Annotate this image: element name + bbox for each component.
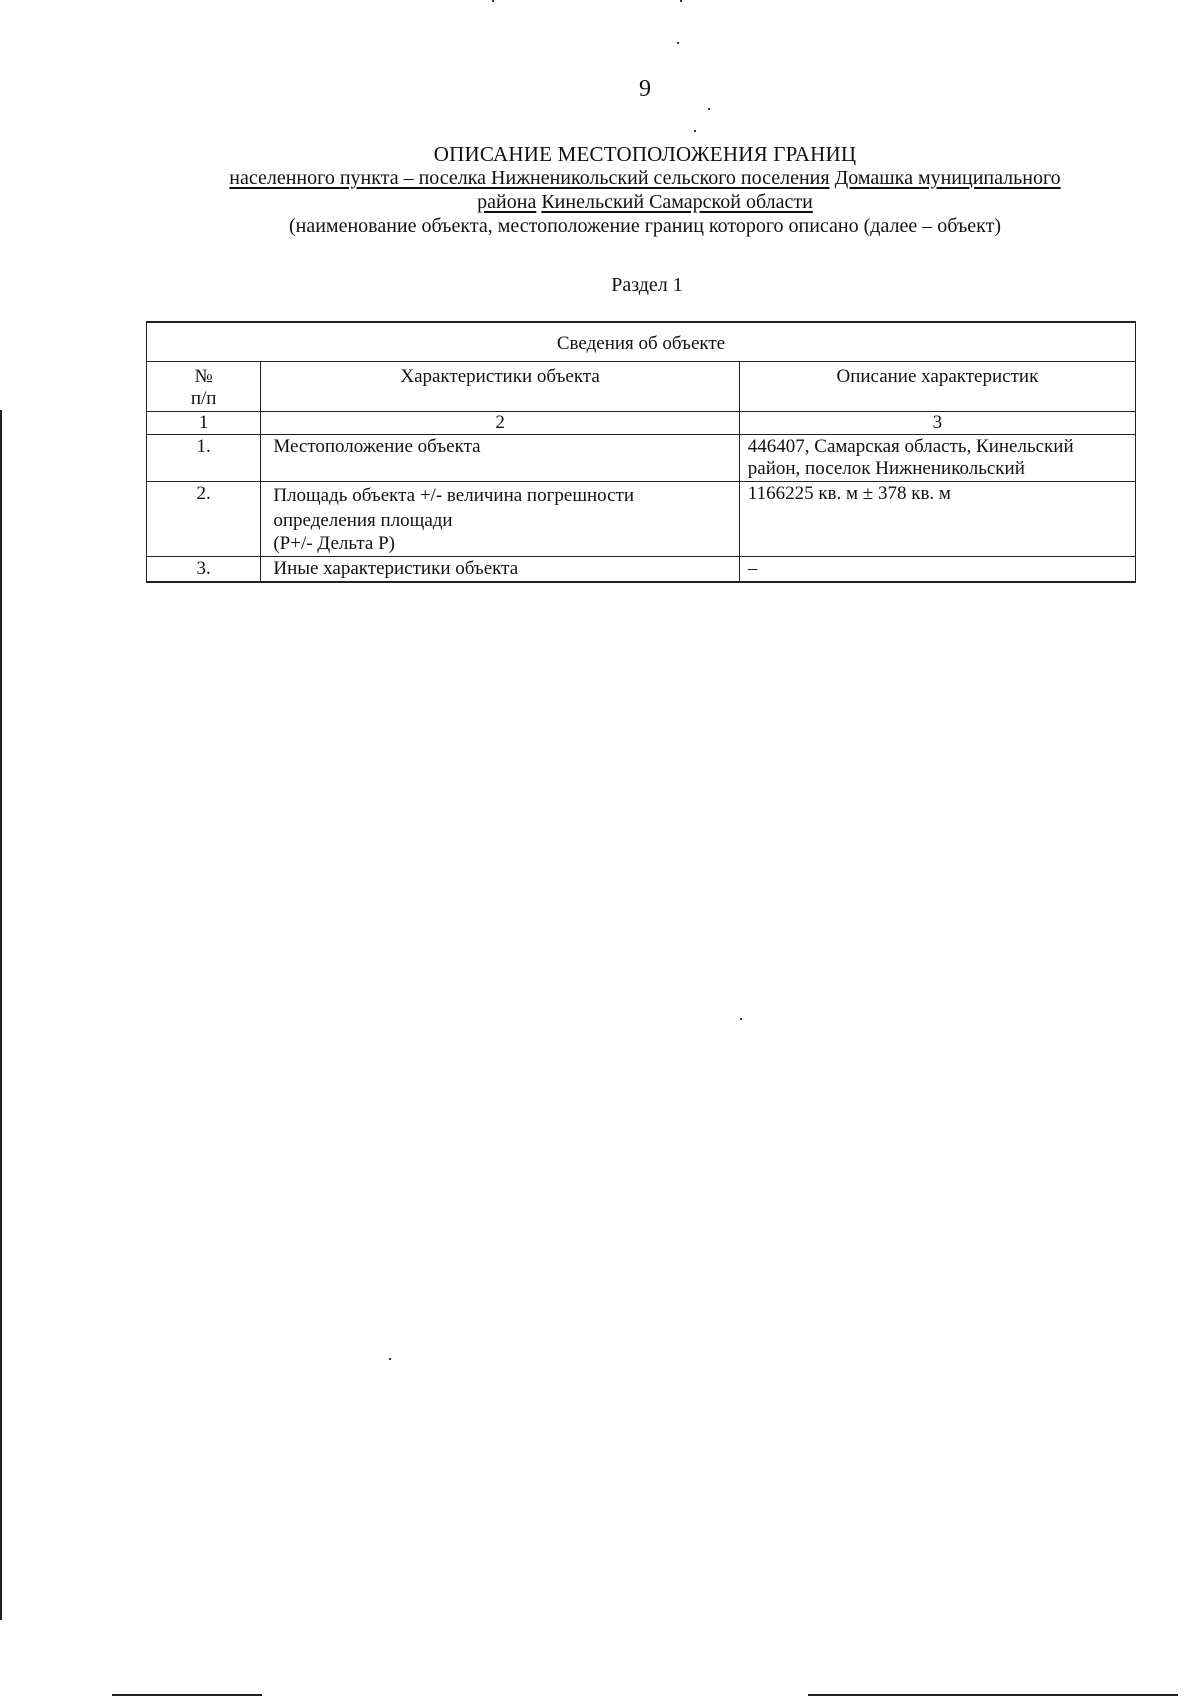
row-characteristic-line-3: (P+/- Дельта P) [273, 533, 395, 554]
scan-bottom-edge [808, 1694, 1178, 1696]
column-number-row [147, 412, 1136, 435]
scan-speck [694, 130, 696, 132]
scan-speck [677, 42, 679, 44]
row-description: 1166225 кв. м ± 378 кв. м [739, 482, 1135, 557]
page-number: 9 [639, 76, 651, 102]
district-label: района [477, 191, 537, 213]
row-number: 2. [147, 482, 261, 557]
column-number-3: 3 [739, 412, 1135, 435]
scan-speck [708, 108, 710, 110]
settlement-name: Нижненикольский сельского поселения [491, 167, 830, 189]
title-block [140, 142, 1150, 238]
object-info-table [146, 321, 1136, 583]
object-name-line-2 [140, 190, 1150, 214]
row-description-line-2: район, поселок Нижненикольский [747, 458, 1025, 479]
header-number-line-1: № [194, 366, 213, 387]
section-label: Раздел 1 [611, 274, 683, 296]
column-number-1: 1 [147, 412, 261, 435]
scan-speck [680, 0, 682, 2]
document-title: ОПИСАНИЕ МЕСТОПОЛОЖЕНИЯ ГРАНИЦ [433, 142, 857, 166]
header-number-line-2: п/п [190, 388, 217, 409]
header-number [147, 362, 261, 412]
scan-bottom-edge [112, 1694, 262, 1696]
table-header-row [147, 362, 1136, 412]
row-characteristic-line-2: определения площади [273, 510, 453, 531]
municipality-name: Домашка муниципального [834, 167, 1061, 189]
row-characteristic: Иные характеристики объекта [261, 557, 739, 583]
row-description: – [739, 557, 1135, 583]
header-description: Описание характеристик [739, 362, 1135, 412]
row-description-line-1: 446407, Самарская область, Кинельский [747, 436, 1074, 457]
scan-speck [389, 1358, 391, 1360]
object-name-text: населенного пункта – поселка [229, 167, 492, 189]
table-row [147, 435, 1136, 482]
table-row [147, 557, 1136, 583]
table-caption: Сведения об объекте [147, 322, 1136, 362]
row-characteristic-line-1: Площадь объекта +/- величина погрешности [273, 485, 635, 506]
row-characteristic: Местоположение объекта [261, 435, 739, 482]
scan-left-edge [0, 410, 2, 1620]
row-number: 3. [147, 557, 261, 583]
row-number: 1. [147, 435, 261, 482]
table-row [147, 482, 1136, 557]
object-caption: (наименование объекта, местоположение границ которого описано (далее – объект) [288, 215, 1002, 237]
scan-speck [740, 1018, 742, 1020]
row-description [739, 435, 1135, 482]
scan-speck [492, 0, 494, 2]
district-name: Кинельский Самарской области [541, 191, 813, 213]
object-name-line-1 [140, 166, 1150, 190]
row-characteristic [261, 482, 739, 557]
column-number-2: 2 [261, 412, 739, 435]
table-caption-row [147, 322, 1136, 362]
header-characteristics: Характеристики объекта [261, 362, 739, 412]
